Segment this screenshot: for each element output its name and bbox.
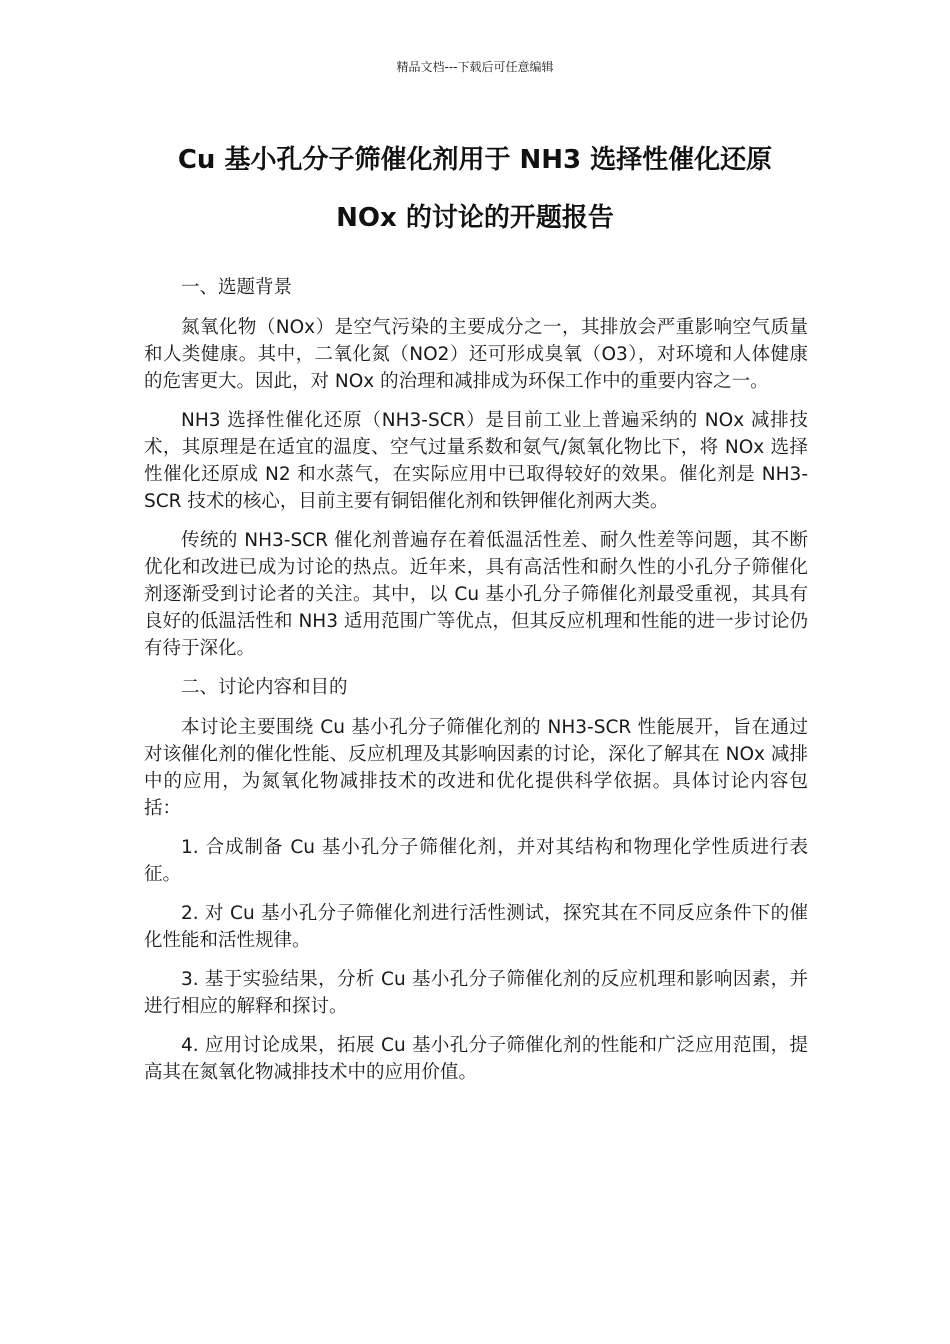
section-heading-background: 一、选题背景 (181, 277, 293, 298)
paragraph-1: 氮氧化物（NOx）是空气污染的主要成分之一，其排放会严重影响空气质量和人类健康。其中，二氧化氮（NO2）还可形成臭氧（O3），对环境和人体健康的危害更大。因此，对 NOx 的治理和减排成为环保工作中的重要内容之一。 (144, 317, 808, 392)
list-item-4: 4. 应用讨论成果，拓展 Cu 基小孔分子筛催化剂的性能和广泛应用范围，提高其在氮氧化物减排技术中的应用价值。 (144, 1035, 808, 1083)
paragraph-4: 本讨论主要围绕 Cu 基小孔分子筛催化剂的 NH3-SCR 性能展开，旨在通过对该催化剂的催化性能、反应机理及其影响因素的讨论，深化了解其在 NOx 减排中的应用，为氮氧化物减排技术的改进和优化提供科学依据。具体讨论内容包括： (144, 717, 808, 819)
header-note: 精品文档---下载后可任意编辑 (396, 60, 554, 74)
list-item-1: 1. 合成制备 Cu 基小孔分子筛催化剂，并对其结构和物理化学性质进行表征。 (144, 837, 808, 885)
document-body (144, 274, 808, 1098)
section-heading-content: 二、讨论内容和目的 (181, 677, 348, 698)
paragraph-3: 传统的 NH3-SCR 催化剂普遍存在着低温活性差、耐久性差等问题，其不断优化和改进已成为讨论的热点。近年来，具有高活性和耐久性的小孔分子筛催化剂逐渐受到讨论者的关注。其中，以 Cu 基小孔分子筛催化剂最受重视，其具有良好的低温活性和 NH3 适用范围广等优点，但其反应机理和性能的进一步讨论仍有待于深化。 (144, 530, 808, 659)
title-line-1: Cu 基小孔分子筛催化剂用于 NH3 选择性催化还原 (177, 145, 773, 175)
list-item-2: 2. 对 Cu 基小孔分子筛催化剂进行活性测试，探究其在不同反应条件下的催化性能和活性规律。 (144, 903, 808, 951)
title-line-2: NOx 的讨论的开题报告 (336, 203, 614, 233)
paragraph-2: NH3 选择性催化还原（NH3-SCR）是目前工业上普遍采纳的 NOx 减排技术，其原理是在适宜的温度、空气过量系数和氨气/氮氧化物比下，将 NOx 选择性催化还原成 N2 和水蒸气，在实际应用中已取得较好的效果。催化剂是 NH3-SCR 技术的核心，目前主要有铜铝催化剂和铁钾催化剂两大类。 (144, 410, 808, 512)
list-item-3: 3. 基于实验结果，分析 Cu 基小孔分子筛催化剂的反应机理和影响因素，并进行相应的解释和探讨。 (144, 969, 808, 1017)
